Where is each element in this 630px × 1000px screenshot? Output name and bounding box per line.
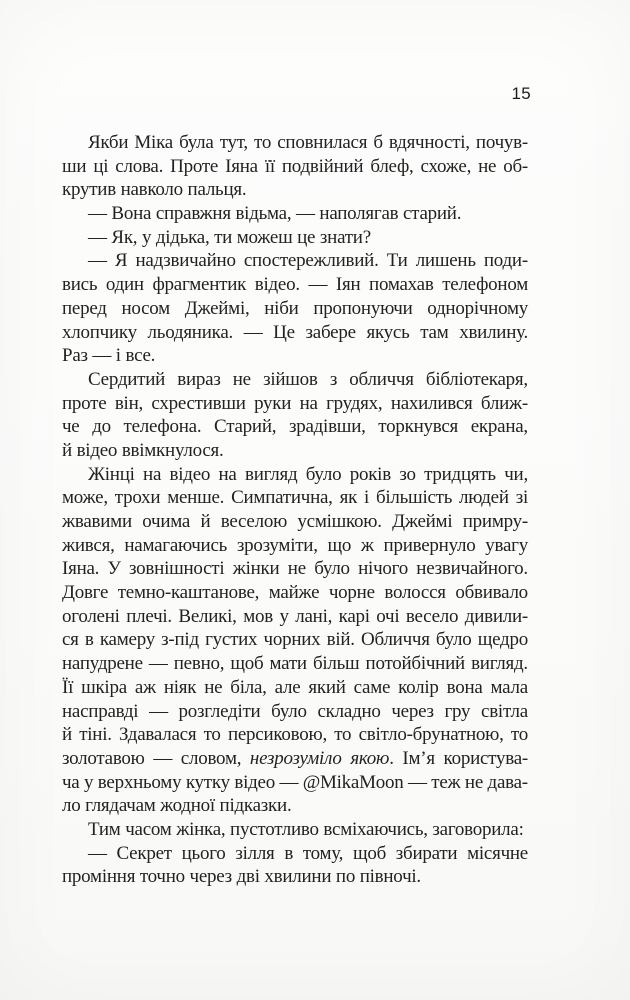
- text-line: Іяна. У зовнішності жінки не було нічого незвичайного.: [62, 558, 528, 580]
- text-line: Раз — і все.: [62, 345, 156, 367]
- page-number: 15: [511, 84, 531, 103]
- paragraph: [62, 842, 528, 889]
- text-line: оголені плечі. Великі, мов у лані, карі очі весело дивили-: [62, 605, 528, 627]
- text-line: крутив навколо пальця.: [62, 179, 247, 201]
- text-line: може, трохи менше. Симпатична, як і більшість людей зі: [62, 487, 528, 509]
- text-line: Якби Міка була тут, то сповнилася б вдячності, почув-: [88, 132, 528, 153]
- text-line: насправді — розгледіти було складно через гру світла: [62, 700, 528, 722]
- text-line: вись один фрагментик відео. — Іян помахав телефоном: [62, 274, 528, 296]
- paragraph: [62, 463, 528, 818]
- text-line: проміння точно через дві хвилини по півночі.: [62, 866, 421, 888]
- text-line: жився, намагаючись зрозуміти, що ж привернуло увагу: [62, 534, 528, 556]
- text-line: Довге темно-каштанове, майже чорне волосся обвивало: [62, 582, 528, 604]
- text-line: й тіні. Здавалася то персиковою, то світло-брунатною, то: [62, 724, 528, 746]
- text-line: Сердитий вираз не зійшов з обличчя бібліотекаря,: [88, 368, 528, 390]
- text-line: напудрене — певно, щоб мати більш потойбічний вигляд.: [62, 653, 528, 675]
- text-line: ча у верхньому кутку відео — @MikaMoon — теж не дава-: [62, 771, 528, 793]
- text-line: — Секрет цього зілля в тому, щоб збирати місячне: [88, 842, 528, 864]
- text-line: че до телефона. Старий, зрадівши, торкнувся екрана,: [62, 416, 528, 438]
- text-line: ся в камеру з-під густих чорних вій. Обличчя було щедро: [62, 629, 528, 651]
- text-line: хлопчику льодяника. — Це забере якусь там хвилину.: [62, 321, 528, 343]
- text-line: Тим часом жінка, пустотливо всміхаючись, заговорила:: [88, 818, 524, 840]
- text-line: — Як, у дідька, ти можеш це знати?: [88, 226, 371, 248]
- paragraph: [62, 131, 528, 202]
- text-line: золотавою — словом, незрозуміло якою. Ім’я користува-: [62, 747, 528, 769]
- text-line: ло глядачам жодної підказки.: [62, 795, 292, 817]
- text-line: Жінці на відео на вигляд було років зо тридцять чи,: [88, 463, 528, 485]
- text-line: — Вона справжня відьма, — наполягав старий.: [88, 203, 462, 225]
- paragraph: [62, 818, 528, 842]
- paragraph: [62, 202, 528, 226]
- text-line: ши ці слова. Проте Іяна її подвійний блеф, схоже, не об-: [62, 155, 528, 177]
- text-line: й відео ввімкнулося.: [62, 439, 224, 461]
- paragraph: [62, 368, 528, 463]
- text-line: жвавими очима й веселою усмішкою. Джеймі примру-: [62, 511, 528, 532]
- body-text: [62, 131, 528, 889]
- text-line: Її шкіра аж ніяк не біла, але який саме колір вона мала: [62, 676, 528, 698]
- text-line: перед носом Джеймі, ніби пропонуючи однорічному: [62, 297, 528, 319]
- paragraph: [62, 226, 528, 250]
- text-line: — Я надзвичайно спостережливий. Ти лишень поди-: [88, 250, 528, 272]
- paragraph: [62, 249, 528, 367]
- text-line: проте він, схрестивши руки на грудях, нахилився ближ-: [62, 392, 528, 414]
